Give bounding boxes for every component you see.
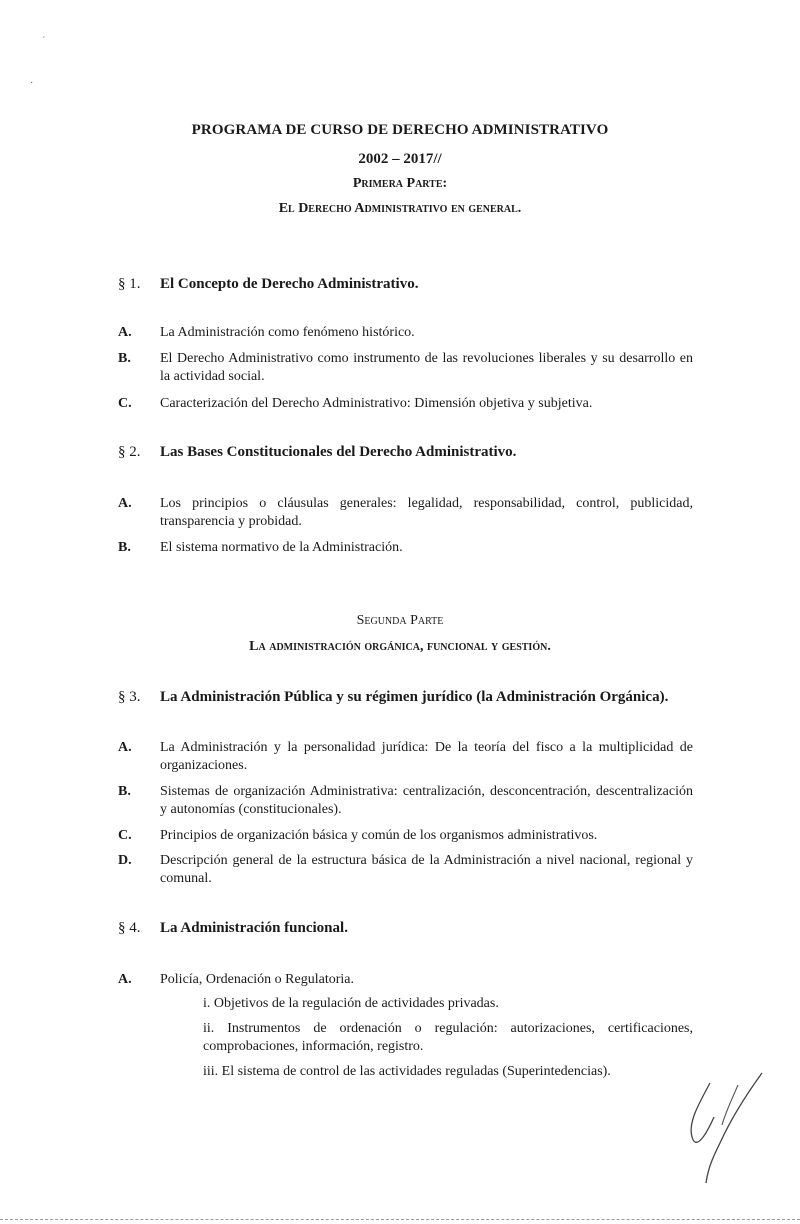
item-text: El sistema normativo de la Administración. [160,540,403,555]
part-two-subtitle: La administración orgánica, funcional y gestión. [249,639,551,654]
item-label: B. [118,540,131,555]
item-label: C. [118,828,132,843]
item-text: La Administración como fenómeno histórico. [160,325,415,340]
item-label: D. [118,853,132,868]
item-text: Los principios o cláusulas generales: legalidad, responsabilidad, control, publicidad, transparencia y probidad. [160,496,693,529]
section-number: § 3. [118,689,141,705]
document-title: PROGRAMA DE CURSO DE DERECHO ADMINISTRATIVO [191,122,609,138]
item-label: A. [118,325,132,340]
section-number: § 4. [118,920,141,936]
section-title: La Administración funcional. [160,920,348,936]
part-one-title: Primera Parte: [352,176,448,191]
item-text: Caracterización del Derecho Administrativo: Dimensión objetiva y subjetiva. [160,396,593,411]
item-text: La Administración y la personalidad jurídica: De la teoría del fisco a la multiplicidad de organizaciones. [160,740,693,773]
signature-mark [680,1065,770,1195]
item-text: Policía, Ordenación o Regulatoria. [160,972,354,987]
item-label: B. [118,784,131,799]
item-text: Sistemas de organización Administrativa: centralización, desconcentración, descentralización y autonomías (constitucionales). [160,784,693,817]
section-number: § 1. [118,276,141,292]
item-label: C. [118,396,132,411]
item-text: Descripción general de la estructura básica de la Administración a nivel nacional, regional y comunal. [160,853,693,886]
section-title: El Concepto de Derecho Administrativo. [160,276,419,292]
item-label: A. [118,740,132,755]
scan-speck: · [30,78,34,89]
sub-item: i. Objetivos de la regulación de actividades privadas. [203,996,499,1011]
section-number: § 2. [118,444,141,460]
item-label: A. [118,972,132,987]
page-bottom-divider [0,1219,800,1220]
section-title: La Administración Pública y su régimen jurídico (la Administración Orgánica). [160,689,669,705]
sub-item: ii. Instrumentos de ordenación o regulación: autorizaciones, certificaciones, comprobaciones, información, registro. [203,1021,693,1054]
scan-speck: ´ [42,36,46,47]
item-label: A. [118,496,132,511]
item-text: Principios de organización básica y común de los organismos administrativos. [160,828,598,843]
part-two-title: Segunda Parte [356,613,444,628]
section-title: Las Bases Constitucionales del Derecho Administrativo. [160,444,517,460]
item-text: El Derecho Administrativo como instrumento de las revoluciones liberales y su desarrollo en la actividad social. [160,351,693,384]
item-label: B. [118,351,131,366]
sub-item: iii. El sistema de control de las actividades reguladas (Superintedencias). [203,1064,611,1079]
document-years: 2002 – 2017// [358,151,442,167]
part-one-subtitle: El Derecho Administrativo en general. [278,201,522,216]
